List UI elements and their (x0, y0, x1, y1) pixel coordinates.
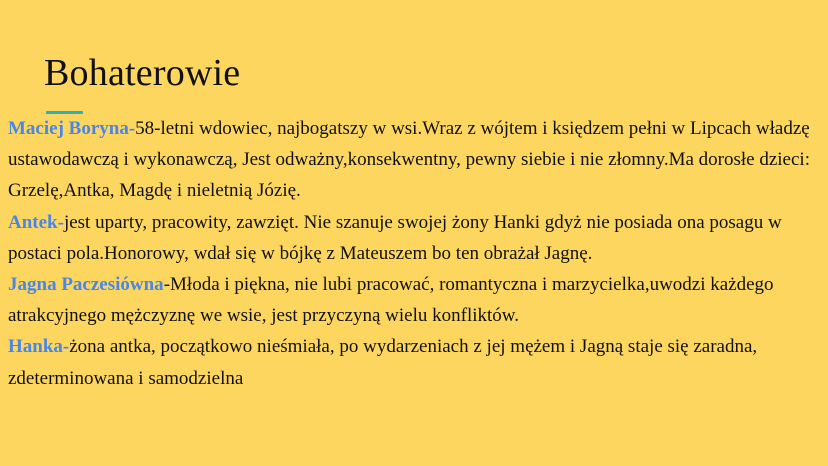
character-name-antek: Antek- (8, 211, 64, 233)
slide-title: Bohaterowie (44, 52, 241, 94)
character-paragraph-boryna (8, 113, 824, 207)
character-paragraph-jagna (8, 269, 824, 331)
character-name-boryna: Maciej Boryna- (8, 118, 136, 139)
character-description-boryna: 58-letni wdowiec, najbogatszy w wsi.Wraz z wójtem i księdzem pełni w Lipcach władzę ustawodawczą i wykonawczą, Jest odważny,konsekwentny, pewny siebie i nie złomny.Ma dorosłe dzieci: Grzelę,Antka, Magdę i nieletnią Józię. (8, 118, 810, 202)
character-description-antek: jest uparty, pracowity, zawzięt. Nie szanuje swojej żony Hanki gdyż nie posiada ona posagu w postaci pola.Honorowy, wdał się w bójkę z Mateuszem bo ten obrażał Jagnę. (8, 211, 782, 264)
character-paragraph-antek (8, 207, 824, 269)
character-paragraph-hanka (8, 331, 824, 393)
character-description-hanka: żona antka, początkowo nieśmiała, po wydarzeniach z jej mężem i Jagną staje się zaradna, zdeterminowana i samodzielna (8, 336, 758, 389)
character-name-hanka: Hanka- (8, 336, 70, 358)
character-description-jagna: -Młoda i piękna, nie lubi pracować, romantyczna i marzycielka,uwodzi każdego atrakcyjnego mężczyznę we wsie, jest przyczyną wielu konfliktów. (8, 274, 774, 327)
character-name-jagna: Jagna Paczesiówna (8, 274, 164, 296)
characters-text (8, 113, 824, 394)
